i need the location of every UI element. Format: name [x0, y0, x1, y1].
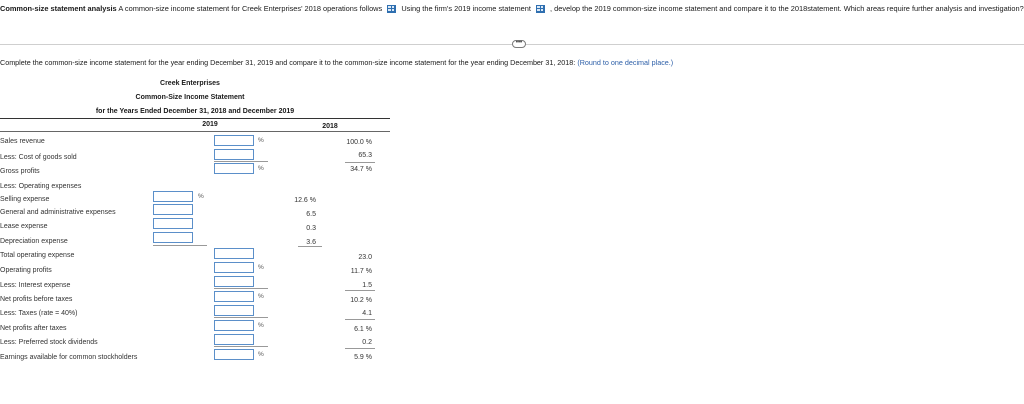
subtotal-rule: [345, 348, 375, 349]
row-label: Lease expense: [0, 223, 48, 230]
value-2018: 34.7 %: [350, 166, 372, 173]
row-label: Gross profits: [0, 168, 40, 175]
percent-sign: %: [258, 293, 264, 300]
row-label: Net profits after taxes: [0, 325, 67, 332]
subtotal-rule: [214, 288, 268, 289]
input-operating-profits-2019[interactable]: [214, 262, 254, 273]
input-general-admin-2019[interactable]: [153, 204, 193, 215]
subtotal-rule: [345, 162, 375, 163]
row-label: Earnings available for common stockholders: [0, 354, 138, 361]
value-2018: 23.0: [358, 254, 372, 261]
value-2018: 10.2 %: [350, 297, 372, 304]
value-2018: 11.7 %: [350, 268, 372, 275]
input-depreciation-2019[interactable]: [153, 232, 193, 243]
column-header-2019: 2019: [202, 121, 218, 128]
row-label: Less: Cost of goods sold: [0, 154, 77, 161]
row-label: Less: Taxes (rate = 40%): [0, 310, 78, 317]
input-earnings-common-2019[interactable]: [214, 349, 254, 360]
value-2018: 4.1: [362, 310, 372, 317]
row-label: Depreciation expense: [0, 238, 68, 245]
row-label: Selling expense: [0, 196, 50, 203]
expand-more-button[interactable]: •••: [512, 40, 526, 48]
subtotal-rule: [345, 319, 375, 320]
input-selling-expense-2019[interactable]: [153, 191, 193, 202]
column-header-2018: 2018: [322, 123, 338, 130]
row-label: General and administrative expenses: [0, 209, 116, 216]
value-2018-sub: 12.6 %: [294, 197, 316, 204]
table-icon[interactable]: [536, 5, 545, 13]
percent-sign: %: [258, 165, 264, 172]
percent-sign: %: [258, 351, 264, 358]
problem-text-c: , develop the 2019 common-size income statement and compare it to the 2018statement. Which areas require further analysis and investigation?: [550, 4, 1024, 13]
value-2018: 100.0 %: [346, 139, 372, 146]
statement-period: for the Years Ended December 31, 2018 and December 2019: [95, 108, 295, 115]
value-2018: 5.9 %: [354, 354, 372, 361]
value-2018-sub: 0.3: [306, 225, 316, 232]
subtotal-rule: [214, 161, 268, 162]
value-2018-sub: 6.5: [306, 211, 316, 218]
input-profits-after-taxes-2019[interactable]: [214, 320, 254, 331]
input-cogs-2019[interactable]: [214, 149, 254, 160]
row-label: Less: Preferred stock dividends: [0, 339, 98, 346]
problem-title: Common-size statement analysis: [0, 4, 117, 13]
problem-statement: [0, 4, 1024, 13]
problem-text-b: Using the firm's 2019 income statement: [401, 4, 531, 13]
row-label: Less: Interest expense: [0, 282, 71, 289]
company-name: Creek Enterprises: [160, 80, 220, 87]
row-label: Total operating expense: [0, 252, 75, 259]
header-rule: [0, 118, 390, 119]
row-label: Operating profits: [0, 267, 52, 274]
input-taxes-2019[interactable]: [214, 305, 254, 316]
input-lease-expense-2019[interactable]: [153, 218, 193, 229]
subtotal-rule: [298, 246, 322, 247]
instruction-main: Complete the common-size income statement for the year ending December 31, 2019 and compare it to the common-size income statement for the year ending December 31, 2018:: [0, 58, 576, 67]
subtotal-rule: [345, 290, 375, 291]
percent-sign: %: [258, 264, 264, 271]
subtotal-rule: [214, 346, 268, 347]
subtotal-rule: [153, 245, 207, 246]
subtotal-rule: [214, 317, 268, 318]
input-total-operating-2019[interactable]: [214, 248, 254, 259]
input-gross-profits-2019[interactable]: [214, 163, 254, 174]
row-label: Less: Operating expenses: [0, 183, 82, 190]
statement-name: Common-Size Income Statement: [135, 94, 245, 101]
percent-sign: %: [258, 137, 264, 144]
row-label: Sales revenue: [0, 138, 45, 145]
value-2018: 0.2: [362, 339, 372, 346]
percent-sign: %: [258, 322, 264, 329]
table-icon[interactable]: [387, 5, 396, 13]
value-2018-sub: 3.6: [306, 239, 316, 246]
percent-sign: %: [198, 193, 204, 200]
row-label: Net profits before taxes: [0, 296, 73, 303]
column-rule: [0, 131, 390, 132]
input-preferred-dividends-2019[interactable]: [214, 334, 254, 345]
problem-text-a: A common-size income statement for Creek Enterprises' 2018 operations follows: [118, 4, 383, 13]
rounding-hint: (Round to one decimal place.): [577, 58, 674, 67]
input-sales-revenue-2019[interactable]: [214, 135, 254, 146]
input-profits-before-taxes-2019[interactable]: [214, 291, 254, 302]
input-interest-expense-2019[interactable]: [214, 276, 254, 287]
value-2018: 1.5: [362, 282, 372, 289]
instruction-text: [0, 58, 673, 67]
value-2018: 65.3: [358, 152, 372, 159]
value-2018: 6.1 %: [354, 326, 372, 333]
